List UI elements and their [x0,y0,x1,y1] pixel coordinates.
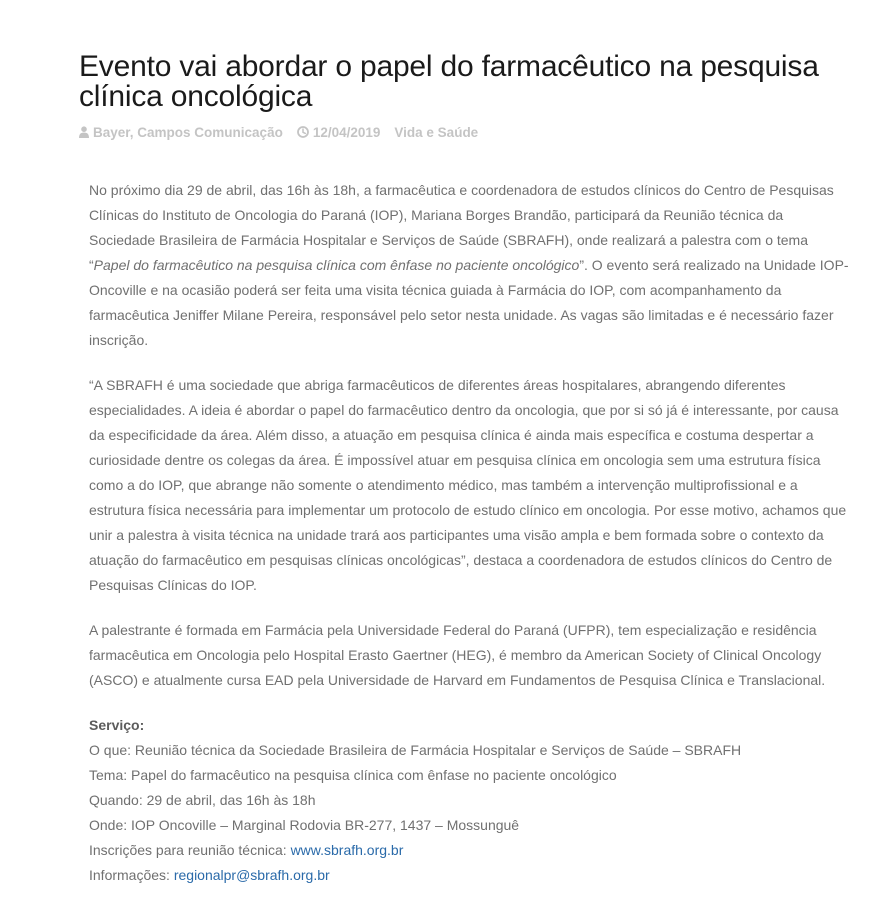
paragraph-1-end: ”. O evento será realizado na Unidade IOP-Oncoville e na ocasião poderá ser feita uma visita técnica guiada à Farmácia do IOP, com acompanhamento da farmacêutica Jeniffer Milane Pereira, responsável pelo setor nesta unidade. As vagas são limitadas e é necessário fazer inscrição. [89,257,849,348]
service-what: O que: Reunião técnica da Sociedade Brasileira de Farmácia Hospitalar e Serviços de Saúde – SBRAFH [89,742,742,758]
paragraph-2: “A SBRAFH é uma sociedade que abriga farmacêuticos de diferentes áreas hospitalares, abrangendo diferentes especialidades. A ideia é abordar o papel do farmacêutico dentro da oncologia, que por si só já é interessante, por causa da especificidade da área. Além disso, a atuação em pesquisa clínica é ainda mais específica e costuma despertar a curiosidade dentre os colegas da área. É impossível atuar em pesquisa clínica em oncologia sem uma estrutura física como a do IOP, que abrange não somente o atendimento médico, mas também a intervenção multiprofissional e a estrutura física necessária para implementar um protocolo de estudo clínico em oncologia. Por esse motivo, achamos que unir a palestra à visita técnica na unidade trará aos participantes uma visão ampla e bem formada sobre o contexto da atuação do farmacêutico em pesquisas clínicas oncológicas”, destaca a coordenadora de estudos clínicos do Centro de Pesquisas Clínicas do IOP. [89,377,847,593]
paragraph-1 [89,178,849,353]
service-info [89,863,849,888]
service-block [89,713,849,888]
service-when: Quando: 29 de abril, das 16h às 18h [89,792,316,808]
service-heading: Serviço: [89,717,145,733]
article-title: Evento vai abordar o papel do farmacêutico na pesquisa clínica oncológica [79,50,819,113]
article-meta [79,123,492,141]
service-theme: Tema: Papel do farmacêutico na pesquisa clínica com ênfase no paciente oncológico [89,767,617,783]
info-label: Informações: [89,867,174,883]
registration-label: Inscrições para reunião técnica: [89,842,291,858]
author-meta[interactable] [79,125,283,140]
paragraph-1-start: No próximo dia 29 de abril, das 16h às 18h, a farmacêutica e coordenadora de estudos clínicos do Centro de Pesquisas Clínicas do Instituto de Oncologia do Paraná (IOP), Mariana Borges Brandão, participará da Reunião técnica da Sociedade Brasileira de Farmácia Hospitalar e Serviços de Saúde (SBRAFH), onde realizará a palestra com o tema “ [89,182,834,273]
registration-link[interactable]: www.sbrafh.org.br [290,842,404,858]
article-body [89,178,849,888]
category-link[interactable]: Vida e Saúde [394,124,479,140]
info-email-link[interactable]: regionalpr@sbrafh.org.br [173,867,330,883]
lecture-theme-italic: Papel do farmacêutico na pesquisa clínica com ênfase no paciente oncológico [93,257,580,273]
publish-date: 12/04/2019 [312,124,381,140]
service-where: Onde: IOP Oncoville – Marginal Rodovia BR-277, 1437 – Mossunguê [89,817,520,833]
date-meta [297,125,381,140]
clock-icon [297,126,309,138]
author-name: Bayer, Campos Comunicação [93,124,283,140]
service-registration [89,838,849,863]
user-icon [79,126,89,138]
paragraph-3: A palestrante é formada em Farmácia pela Universidade Federal do Paraná (UFPR), tem especialização e residência farmacêutica em Oncologia pelo Hospital Erasto Gaertner (HEG), é membro da American Society of Clinical Oncology (ASCO) e atualmente cursa EAD pela Universidade de Harvard em Fundamentos de Pesquisa Clínica e Translacional. [89,622,826,688]
